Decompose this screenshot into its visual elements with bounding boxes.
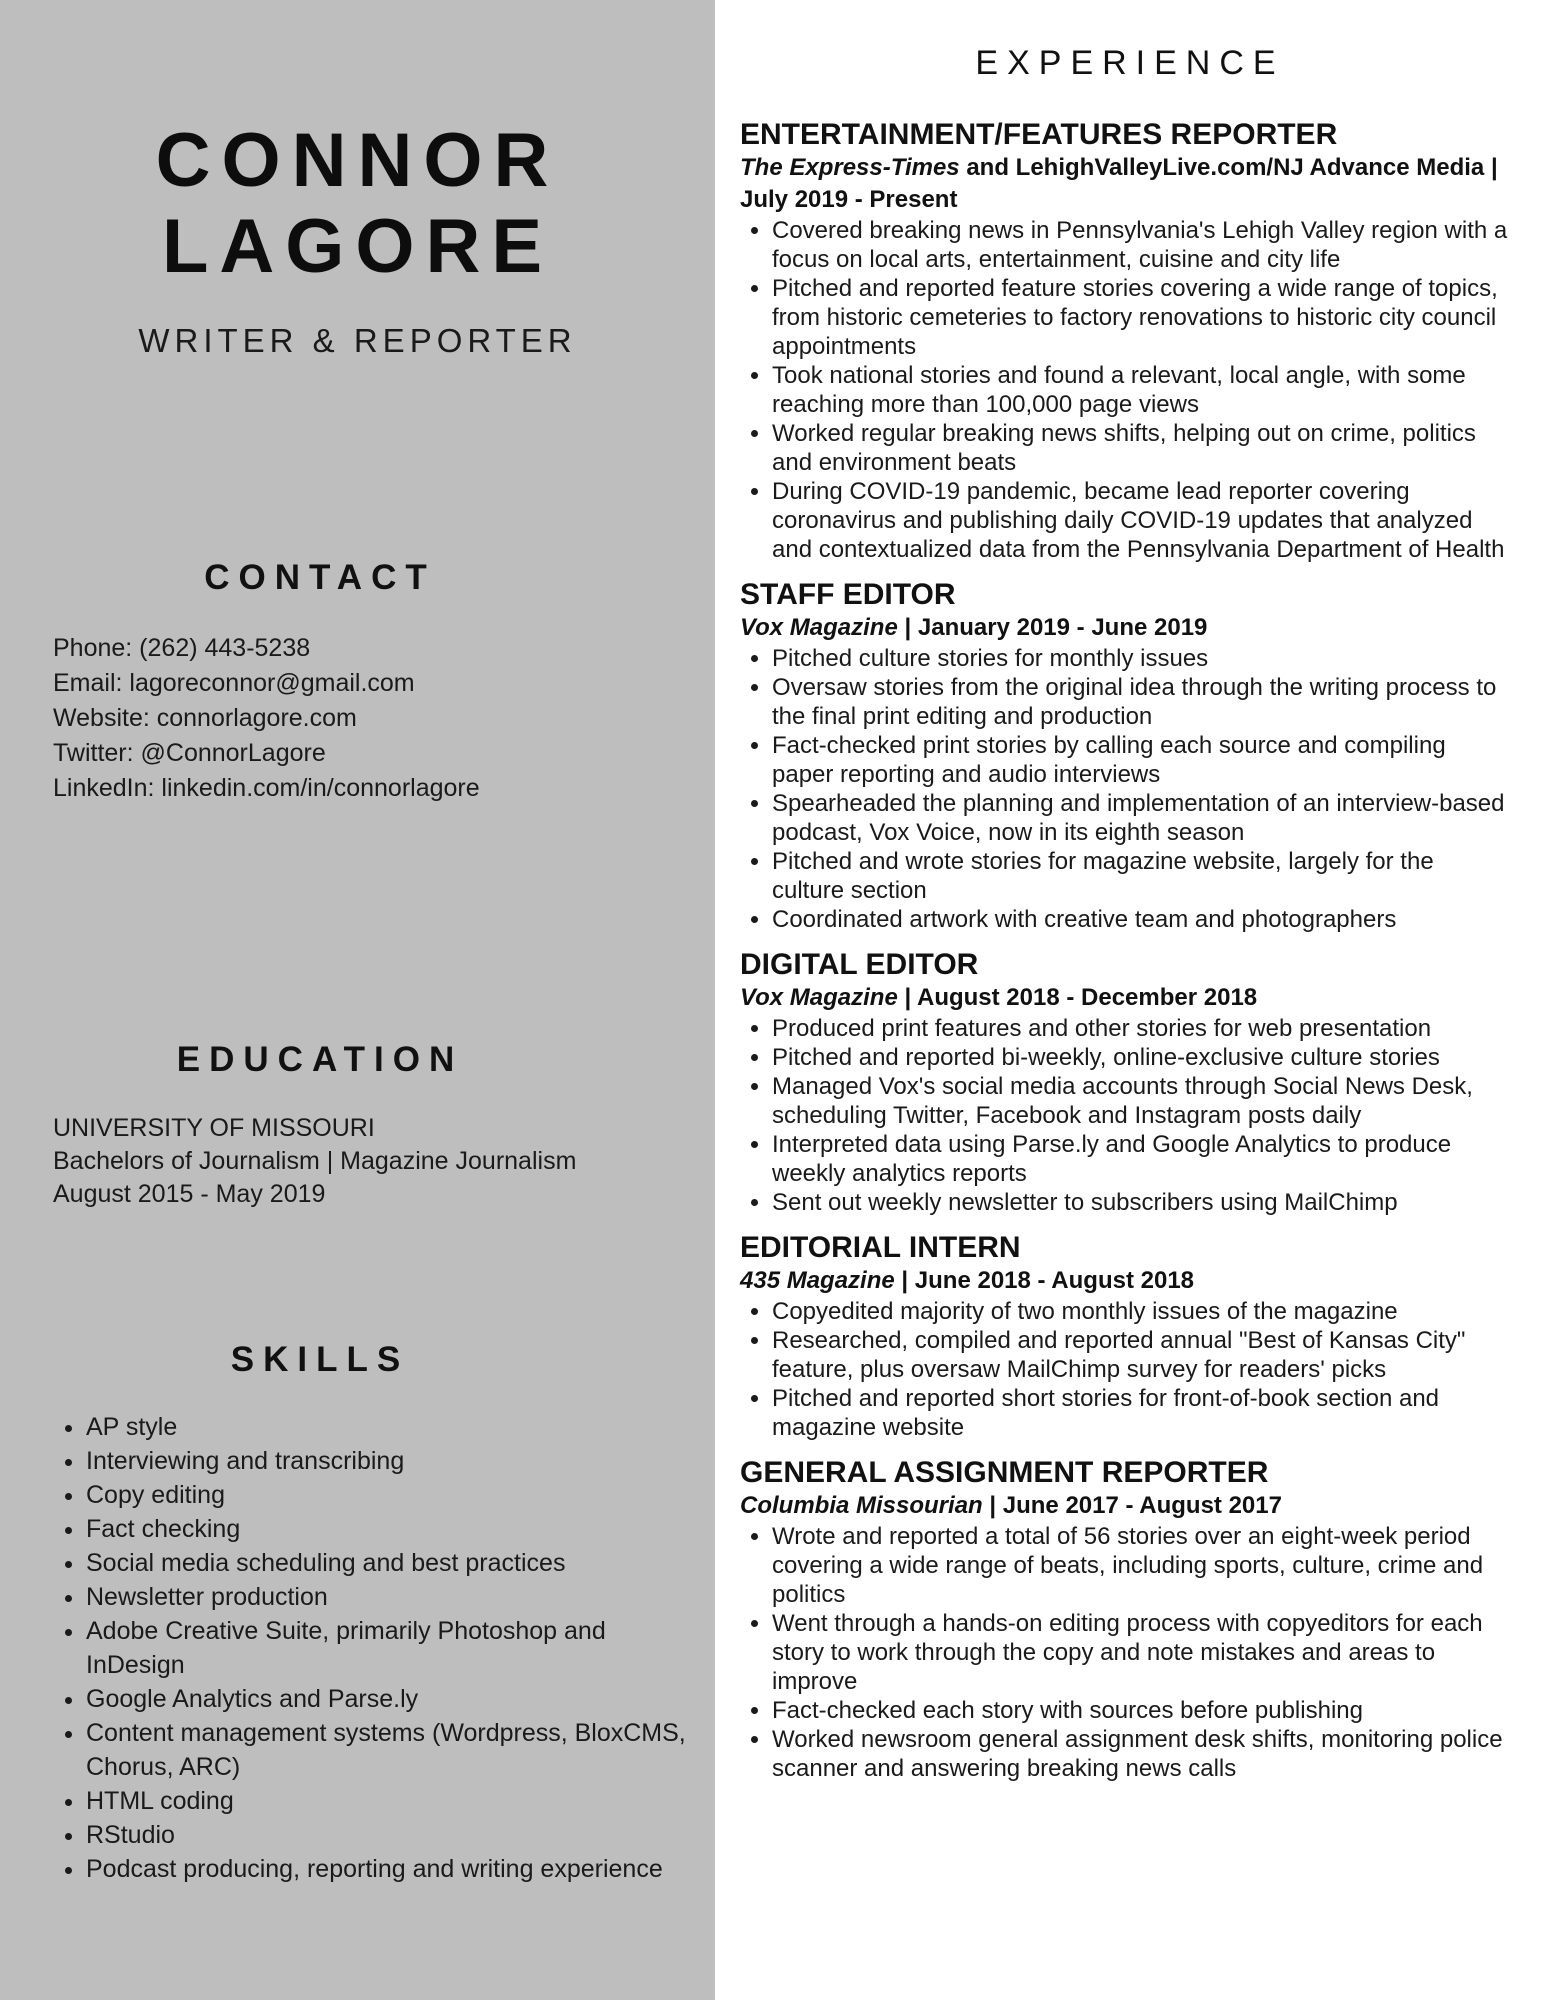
skill-item: • Social media scheduling and best practices [86, 1546, 706, 1580]
job-role: WRITER & REPORTER [138, 322, 577, 359]
job-details: and LehighValleyLive.com/NJ Advance Media | July 2019 - Present [740, 154, 1498, 213]
job-subtitle [740, 1265, 1510, 1297]
job-org: Vox Magazine [740, 984, 898, 1011]
job-bullet: • Managed Vox's social media accounts through Social News Desk, scheduling Twitter, Facebook and Instagram posts daily [772, 1072, 1510, 1130]
experience-list [740, 118, 1510, 1797]
first-name: CONNOR [155, 118, 560, 203]
job-title: ENTERTAINMENT/FEATURES REPORTER [740, 118, 1338, 151]
contact-phone: Phone: (262) 443-5238 [53, 634, 311, 662]
job-bullet: • Pitched and reported bi-weekly, online-exclusive culture stories [772, 1043, 1510, 1072]
job-bullets [740, 216, 1510, 564]
skill-item: • RStudio [86, 1818, 706, 1852]
skill-item: • Newsletter production [86, 1580, 706, 1614]
education-heading: EDUCATION [176, 1040, 464, 1079]
job-entry [740, 948, 1510, 1217]
job-title: GENERAL ASSIGNMENT REPORTER [740, 1456, 1269, 1489]
job-bullet: • Copyedited majority of two monthly issues of the magazine [772, 1297, 1510, 1326]
job-bullets [740, 644, 1510, 934]
job-org: Vox Magazine [740, 614, 898, 641]
job-bullet: • Researched, compiled and reported annual "Best of Kansas City" feature, plus oversaw MailChimp survey for readers' picks [772, 1326, 1510, 1384]
job-subtitle [740, 1490, 1510, 1522]
full-name [0, 118, 715, 290]
job-entry [740, 1231, 1510, 1442]
job-bullet: • Oversaw stories from the original idea through the writing process to the final print editing and production [772, 673, 1510, 731]
job-bullet: • Pitched and wrote stories for magazine website, largely for the culture section [772, 847, 1510, 905]
education-degree: Bachelors of Journalism | Magazine Journalism [53, 1147, 577, 1175]
job-subtitle [740, 982, 1510, 1014]
job-bullet: • Fact-checked print stories by calling each source and compiling paper reporting and audio interviews [772, 731, 1510, 789]
skills-list [53, 1410, 706, 1886]
contact-heading: CONTACT [204, 558, 436, 597]
education-dates: August 2015 - May 2019 [53, 1180, 326, 1208]
skill-item: • Adobe Creative Suite, primarily Photoshop and InDesign [86, 1614, 706, 1682]
experience-heading: EXPERIENCE [975, 44, 1285, 82]
job-bullet: • Pitched and reported short stories for front-of-book section and magazine website [772, 1384, 1510, 1442]
job-details: | January 2019 - June 2019 [897, 614, 1208, 641]
job-details: | August 2018 - December 2018 [897, 984, 1258, 1011]
job-bullet: • Sent out weekly newsletter to subscribers using MailChimp [772, 1188, 1510, 1217]
contact-linkedin[interactable]: LinkedIn: linkedin.com/in/connorlagore [53, 774, 480, 802]
job-bullets [740, 1014, 1510, 1217]
skill-item: • Content management systems (Wordpress, BloxCMS, Chorus, ARC) [86, 1716, 706, 1784]
job-bullet: • Went through a hands-on editing process with copyeditors for each story to work through the copy and note mistakes and areas to improve [772, 1609, 1510, 1696]
contact-twitter[interactable]: Twitter: @ConnorLagore [53, 739, 326, 767]
skill-item: • Interviewing and transcribing [86, 1444, 706, 1478]
job-bullets [740, 1297, 1510, 1442]
job-title: EDITORIAL INTERN [740, 1231, 1021, 1264]
job-bullet: • Worked regular breaking news shifts, helping out on crime, politics and environment beats [772, 419, 1510, 477]
skill-item: • AP style [86, 1410, 706, 1444]
skills-heading: SKILLS [230, 1340, 410, 1379]
job-org: The Express-Times [740, 154, 960, 181]
job-bullet: • Pitched and reported feature stories covering a wide range of topics, from historic cemeteries to factory renovations to historic city council appointments [772, 274, 1510, 361]
sidebar [0, 0, 715, 2000]
skill-item: • Podcast producing, reporting and writing experience [86, 1852, 706, 1886]
skill-item: • Copy editing [86, 1478, 706, 1512]
last-name: LAGORE [161, 204, 554, 289]
skill-item: • Fact checking [86, 1512, 706, 1546]
job-bullet: • During COVID-19 pandemic, became lead reporter covering coronavirus and publishing daily COVID-19 updates that analyzed and contextualized data from the Pennsylvania Department of Health [772, 477, 1510, 564]
job-bullet: • Wrote and reported a total of 56 stories over an eight-week period covering a wide range of beats, including sports, culture, crime and politics [772, 1522, 1510, 1609]
contact-website[interactable]: Website: connorlagore.com [53, 704, 357, 732]
job-bullets [740, 1522, 1510, 1783]
job-details: | June 2017 - August 2017 [982, 1492, 1282, 1519]
contact-email[interactable]: Email: lagoreconnor@gmail.com [53, 669, 415, 697]
job-bullet: • Worked newsroom general assignment desk shifts, monitoring police scanner and answering breaking news calls [772, 1725, 1510, 1783]
job-subtitle [740, 612, 1510, 644]
job-details: | June 2018 - August 2018 [894, 1267, 1195, 1294]
job-bullet: • Pitched culture stories for monthly issues [772, 644, 1510, 673]
job-bullet: • Fact-checked each story with sources before publishing [772, 1696, 1510, 1725]
job-bullet: • Coordinated artwork with creative team and photographers [772, 905, 1510, 934]
job-title: STAFF EDITOR [740, 578, 956, 611]
skill-item: • Google Analytics and Parse.ly [86, 1682, 706, 1716]
job-bullet: • Spearheaded the planning and implementation of an interview-based podcast, Vox Voice, now in its eighth season [772, 789, 1510, 847]
contact-list [53, 631, 693, 806]
job-bullet: • Interpreted data using Parse.ly and Google Analytics to produce weekly analytics reports [772, 1130, 1510, 1188]
job-org: Columbia Missourian [740, 1492, 983, 1519]
job-title: DIGITAL EDITOR [740, 948, 979, 981]
skill-item: • HTML coding [86, 1784, 706, 1818]
education-school: UNIVERSITY OF MISSOURI [53, 1114, 375, 1142]
job-bullet: • Took national stories and found a relevant, local angle, with some reaching more than 100,000 page views [772, 361, 1510, 419]
job-entry [740, 118, 1510, 564]
education-block [53, 1112, 693, 1211]
job-subtitle [740, 152, 1510, 216]
job-org: 435 Magazine [740, 1267, 895, 1294]
job-entry [740, 578, 1510, 934]
job-entry [740, 1456, 1510, 1783]
job-bullet: • Produced print features and other stories for web presentation [772, 1014, 1510, 1043]
job-bullet: • Covered breaking news in Pennsylvania's Lehigh Valley region with a focus on local arts, entertainment, cuisine and city life [772, 216, 1510, 274]
main-content [715, 0, 1545, 2000]
